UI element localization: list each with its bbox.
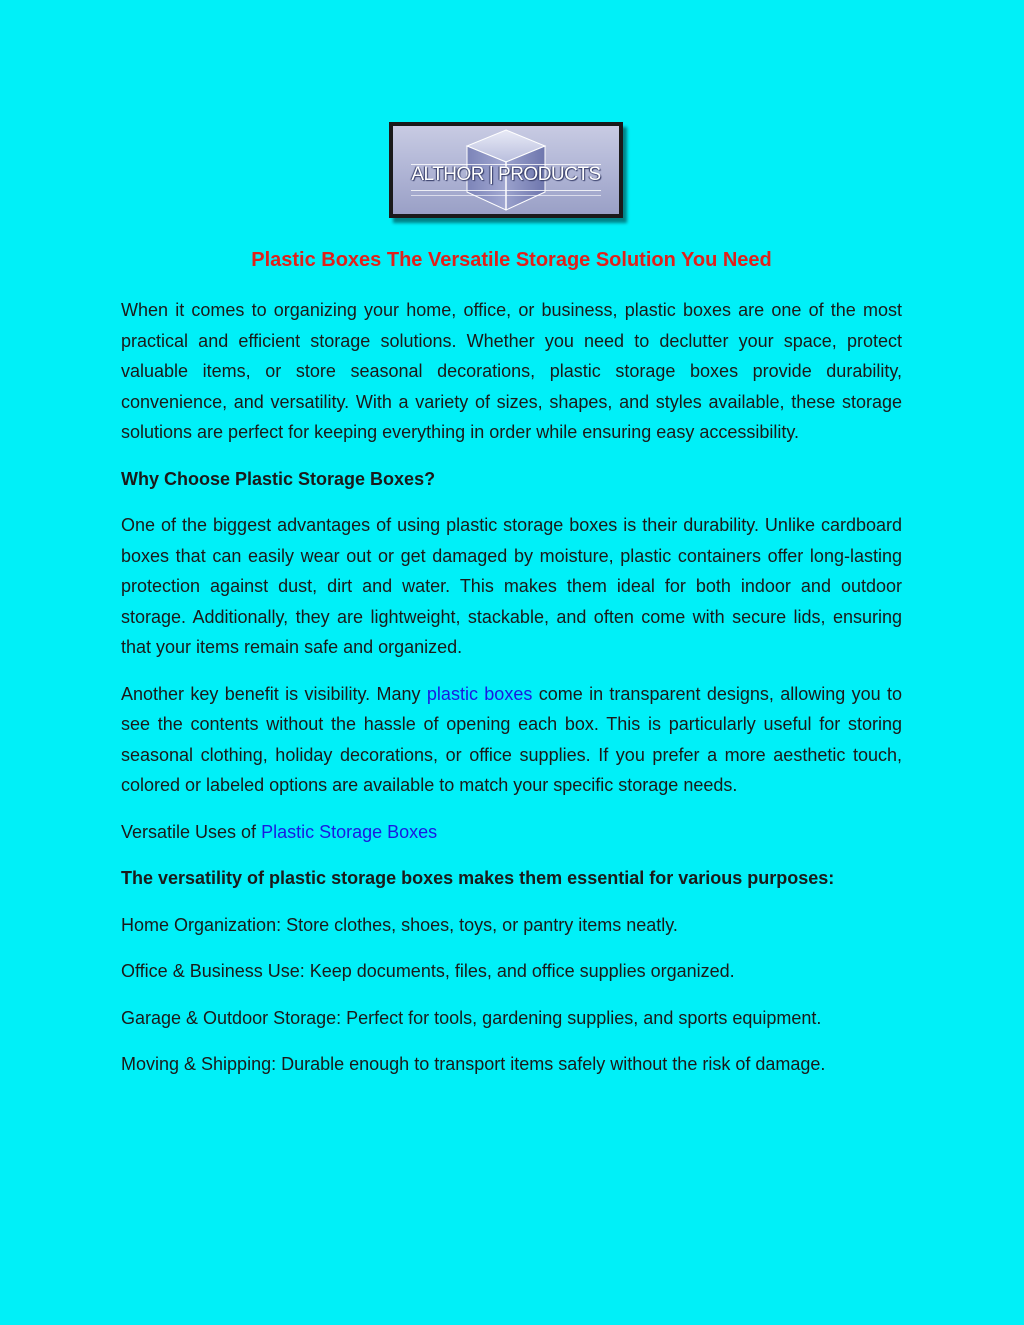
use-item-office: Office & Business Use: Keep documents, files, and office supplies organized.: [121, 961, 735, 981]
versatility-statement: The versatility of plastic storage boxes makes them essential for various purposes:: [121, 868, 835, 888]
visibility-text-before: Another key benefit is visibility. Many: [121, 683, 427, 704]
althor-products-logo: [389, 122, 623, 218]
logo-right-text: PRODUCTS: [498, 164, 601, 185]
plastic-storage-boxes-link[interactable]: Plastic Storage Boxes: [261, 821, 438, 842]
use-item-garage: Garage & Outdoor Storage: Perfect for tools, gardening supplies, and sports equipment.: [121, 1007, 822, 1028]
article-body: [121, 245, 902, 1096]
use-item-home: Home Organization: Store clothes, shoes, toys, or pantry items neatly.: [121, 914, 678, 935]
logo-wordmark: [393, 164, 619, 186]
visibility-text-after: come in transparent designs, allowing you to see the contents without the hassle of opening each box. This is particularly useful for storing seasonal clothing, holiday decorations, or office supplies. If you prefer a more aesthetic touch, colored or labeled options are available to match your specific storage needs.: [121, 683, 903, 795]
plastic-boxes-link[interactable]: plastic boxes: [426, 683, 533, 704]
uses-heading: [121, 817, 902, 848]
intro-paragraph: When it comes to organizing your home, office, or business, plastic boxes are one of the most practical and efficient storage solutions. Whether you need to declutter your space, protect valuable items, or store seasonal decorations, plastic storage boxes provide durability, convenience, and versatility. With a variety of sizes, shapes, and styles available, these storage solutions are perfect for keeping everything in order while ensuring easy accessibility.: [121, 300, 902, 442]
article-title: Plastic Boxes The Versatile Storage Solution You Need: [251, 249, 772, 271]
uses-heading-text: Versatile Uses of: [121, 821, 262, 842]
use-item-moving: Moving & Shipping: Durable enough to transport items safely without the risk of damage.: [121, 1054, 826, 1074]
durability-paragraph: One of the biggest advantages of using plastic storage boxes is their durability. Unlike cardboard boxes that can easily wear out or get damaged by moisture, plastic containers offer long-lasting protection against dust, dirt and water. This makes them ideal for both indoor and outdoor storage. Additionally, they are lightweight, stackable, and often come with secure lids, ensuring that your items remain safe and organized.: [121, 515, 902, 657]
logo-panel: [393, 126, 619, 214]
visibility-paragraph: [121, 679, 902, 801]
why-heading: Why Choose Plastic Storage Boxes?: [121, 468, 436, 489]
logo-divider: |: [484, 164, 499, 185]
logo-left-text: ALTHOR: [411, 164, 485, 185]
